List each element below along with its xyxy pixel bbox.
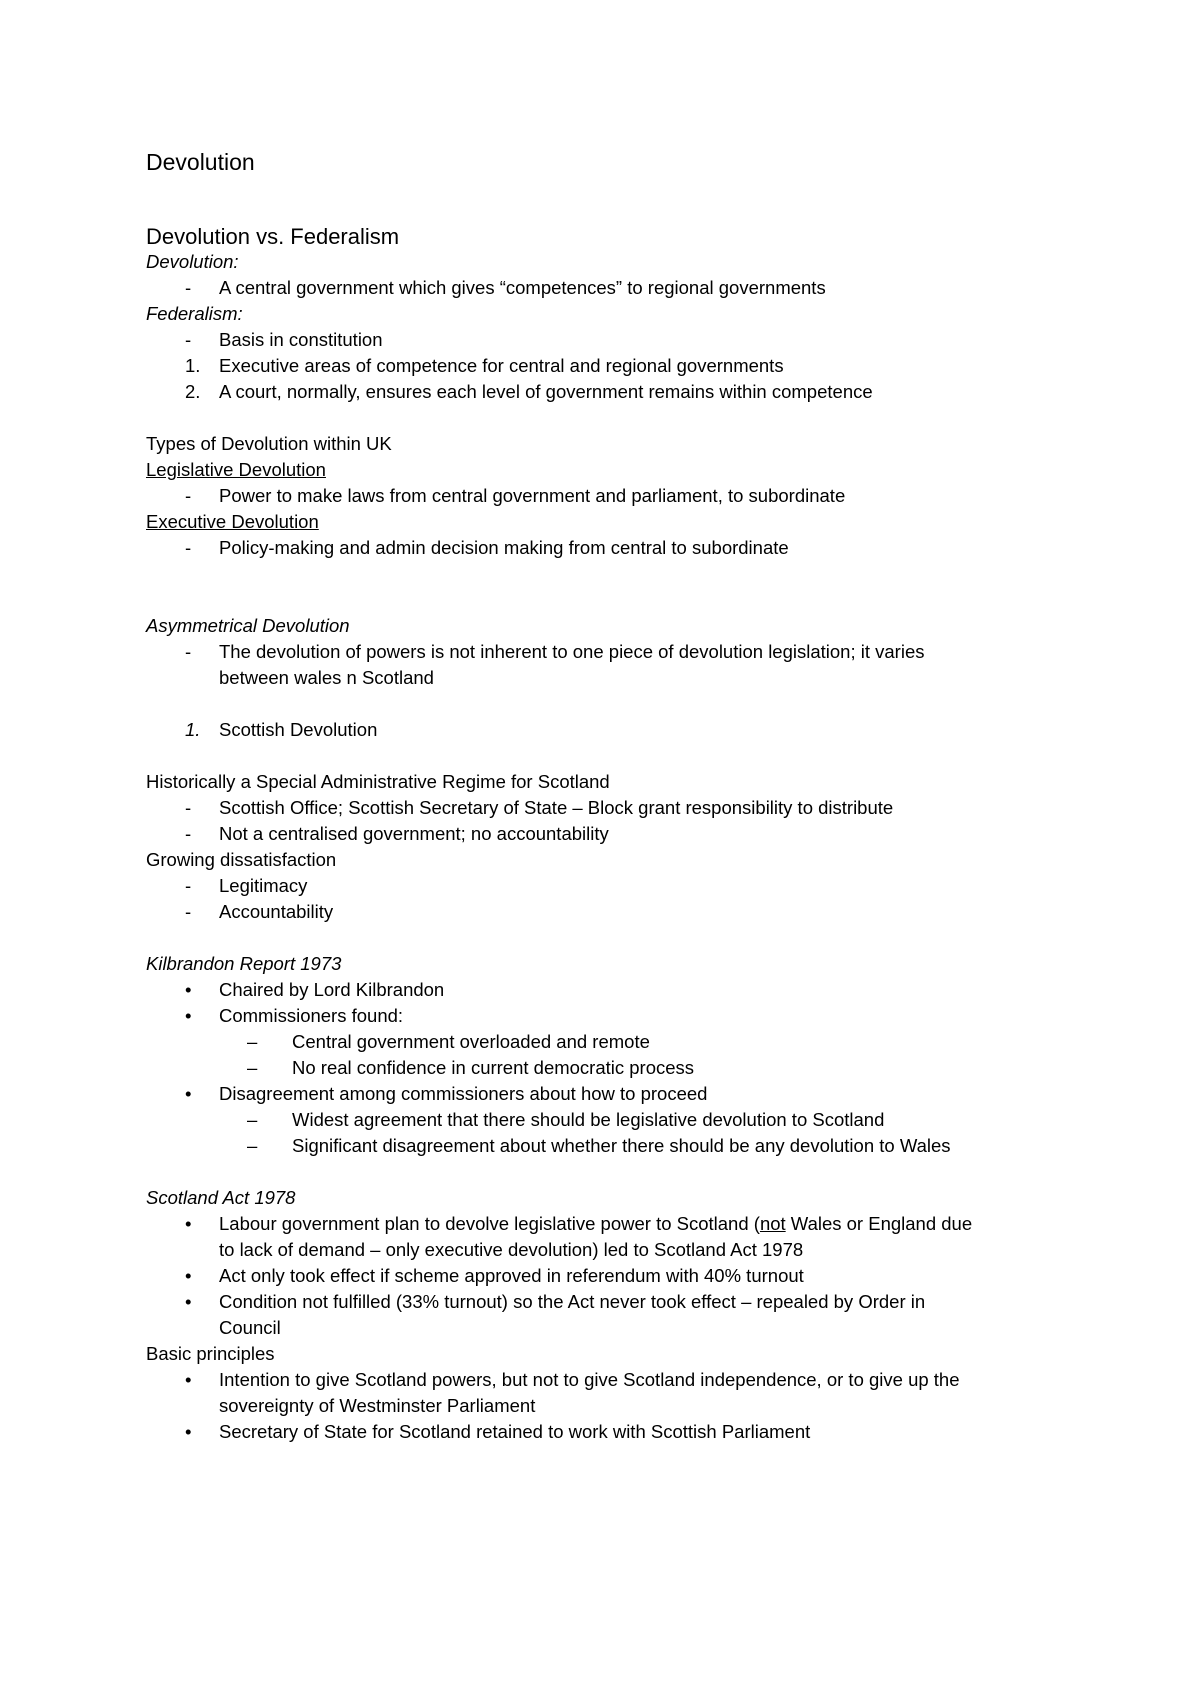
list-item: A court, normally, ensures each level of government remains within competence	[219, 381, 873, 402]
list-item: Condition not fulfilled (33% turnout) so the Act never took effect – repealed by Order in	[219, 1291, 926, 1312]
underlined-not: not	[759, 1213, 786, 1234]
heading-asymmetrical-devolution: Asymmetrical Devolution	[146, 615, 350, 636]
heading-scotland-act-1978: Scotland Act 1978	[146, 1187, 296, 1208]
list-item: Commissioners found:	[219, 1005, 404, 1026]
bullet-marker: •	[185, 1291, 192, 1312]
list-item: Act only took effect if scheme approved in referendum with 40% turnout	[219, 1265, 804, 1286]
label-legislative-devolution: Legislative Devolution	[146, 459, 326, 480]
heading-kilbrandon-report: Kilbrandon Report 1973	[146, 953, 342, 974]
bullet-marker: •	[185, 1083, 192, 1104]
dash-marker: -	[185, 485, 192, 506]
sub-list-item: Central government overloaded and remote	[292, 1031, 650, 1052]
sub-list-item: No real confidence in current democratic process	[292, 1057, 695, 1078]
dash-marker: -	[185, 329, 192, 350]
heading-basic-principles: Basic principles	[146, 1343, 275, 1364]
list-item: Not a centralised government; no accountability	[219, 823, 609, 844]
number-marker: 1.	[185, 719, 201, 740]
bullet-marker: •	[185, 1005, 192, 1026]
list-item: Secretary of State for Scotland retained to work with Scottish Parliament	[219, 1421, 811, 1442]
label-executive-devolution: Executive Devolution	[146, 511, 319, 532]
list-item-continuation: Council	[219, 1317, 281, 1338]
heading-special-administrative-regime: Historically a Special Administrative Regime for Scotland	[146, 771, 610, 792]
heading-scottish-devolution: Scottish Devolution	[219, 719, 378, 740]
list-item: The devolution of powers is not inherent to one piece of devolution legislation; it varies	[219, 641, 925, 662]
bullet-marker: •	[185, 1369, 192, 1390]
sub-list-item: Significant disagreement about whether there should be any devolution to Wales	[292, 1135, 951, 1156]
dash-marker: -	[185, 901, 192, 922]
dash-marker: -	[185, 277, 192, 298]
label-devolution: Devolution:	[146, 251, 239, 272]
bullet-marker: •	[185, 1265, 192, 1286]
dash-marker: -	[185, 537, 192, 558]
list-item: Legitimacy	[219, 875, 308, 896]
dash-marker: -	[185, 823, 192, 844]
list-item-continuation: between wales n Scotland	[219, 667, 434, 688]
text-segment: Wales or England due	[785, 1213, 973, 1234]
bullet-marker: •	[185, 1213, 192, 1234]
sub-dash-marker: –	[247, 1031, 258, 1052]
dash-marker: -	[185, 875, 192, 896]
list-item: Policy-making and admin decision making from central to subordinate	[219, 537, 789, 558]
dash-marker: -	[185, 641, 192, 662]
heading-types-of-devolution: Types of Devolution within UK	[146, 433, 392, 454]
label-federalism: Federalism:	[146, 303, 243, 324]
list-item	[219, 1210, 972, 1237]
list-item: A central government which gives “competences” to regional governments	[219, 277, 826, 298]
list-item-continuation: to lack of demand – only executive devolution) led to Scotland Act 1978	[219, 1239, 804, 1260]
list-item: Basis in constitution	[219, 329, 383, 350]
list-item: Intention to give Scotland powers, but not to give Scotland independence, or to give up the	[219, 1369, 960, 1390]
dash-marker: -	[185, 797, 192, 818]
bullet-marker: •	[185, 979, 192, 1000]
sub-list-item: Widest agreement that there should be legislative devolution to Scotland	[292, 1109, 885, 1130]
document-title: Devolution	[146, 149, 255, 175]
text-segment: Labour government plan to devolve legislative power to Scotland (	[219, 1213, 760, 1234]
sub-dash-marker: –	[247, 1057, 258, 1078]
list-item: Executive areas of competence for central and regional governments	[219, 355, 784, 376]
list-item: Scottish Office; Scottish Secretary of State – Block grant responsibility to distribute	[219, 797, 894, 818]
list-item: Chaired by Lord Kilbrandon	[219, 979, 445, 1000]
list-item: Accountability	[219, 901, 334, 922]
heading-devolution-vs-federalism: Devolution vs. Federalism	[146, 224, 400, 249]
sub-dash-marker: –	[247, 1135, 258, 1156]
bullet-marker: •	[185, 1421, 192, 1442]
heading-growing-dissatisfaction: Growing dissatisfaction	[146, 849, 337, 870]
list-item: Disagreement among commissioners about how to proceed	[219, 1083, 708, 1104]
number-marker: 2.	[185, 381, 201, 402]
list-item: Power to make laws from central government and parliament, to subordinate	[219, 485, 846, 506]
list-item-continuation: sovereignty of Westminster Parliament	[219, 1395, 536, 1416]
sub-dash-marker: –	[247, 1109, 258, 1130]
number-marker: 1.	[185, 355, 201, 376]
